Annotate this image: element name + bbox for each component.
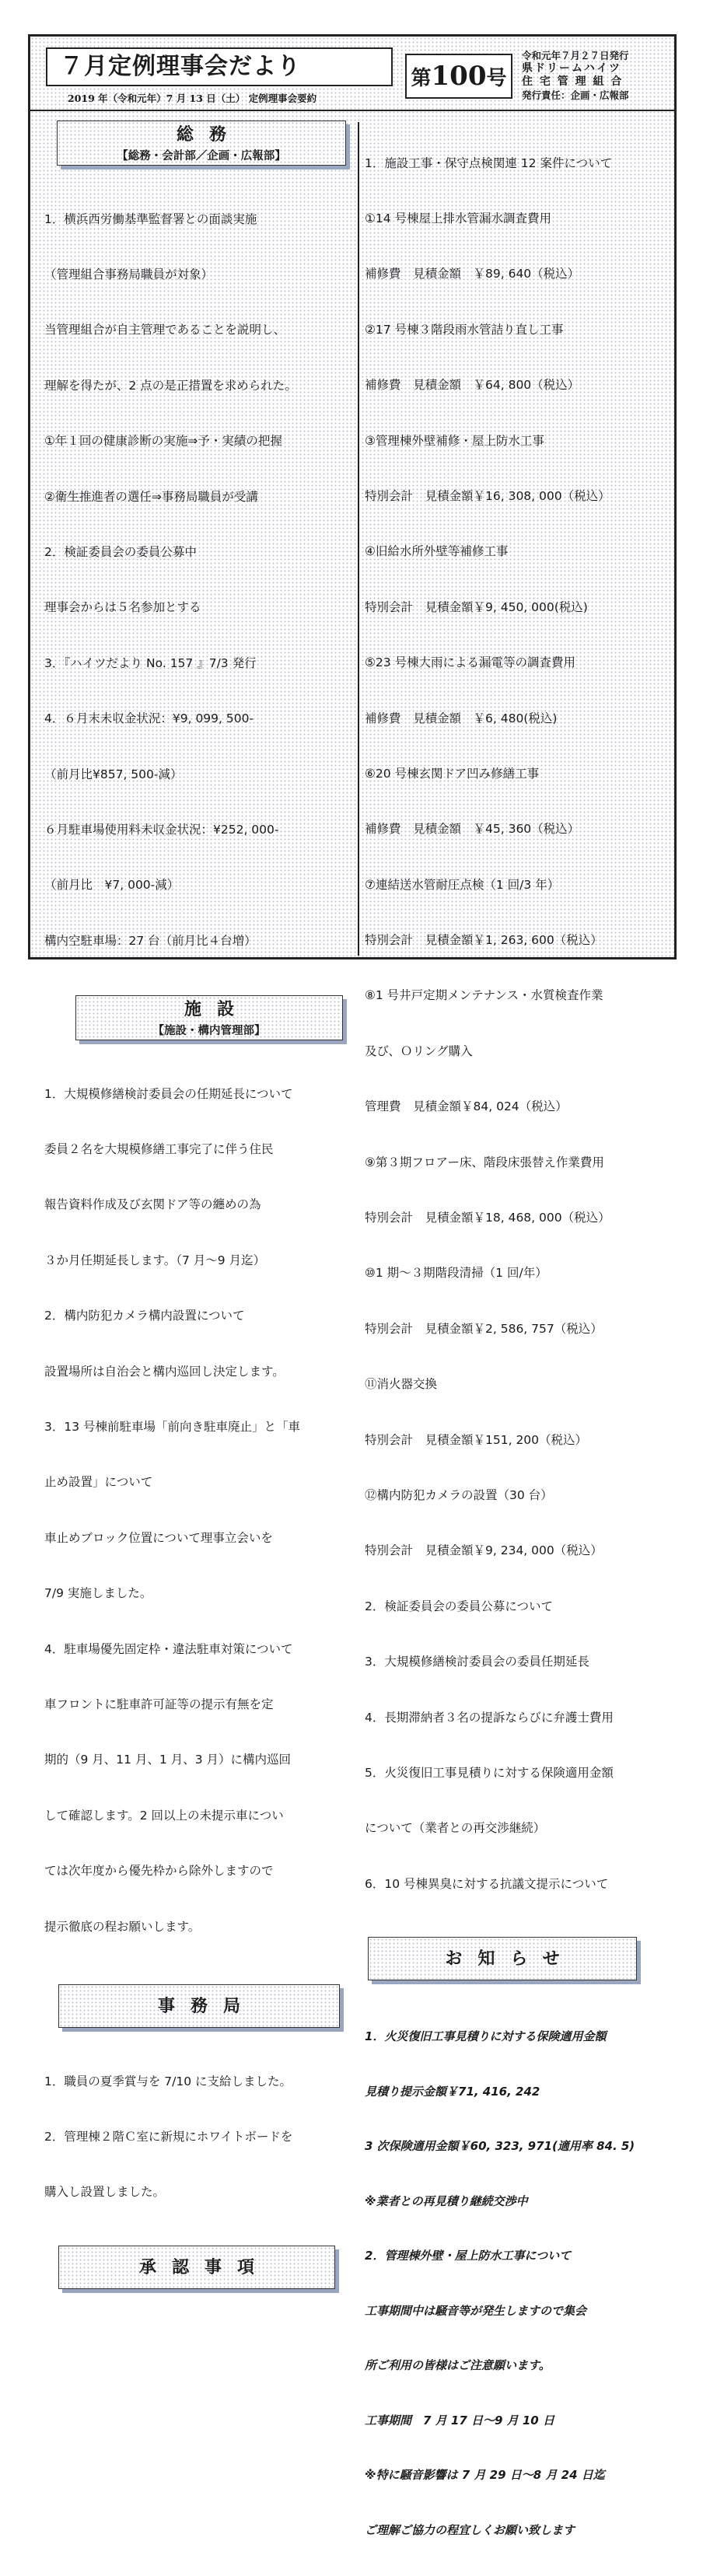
- list-item: 1．横浜西労働基準監督署との面談実施: [44, 211, 257, 226]
- list-item: ②17 号棟３階段雨水管詰り直し工事: [365, 322, 564, 337]
- list-item: 購入し設置しました。: [44, 2185, 166, 2200]
- section-header-somu: [57, 121, 346, 166]
- list-item: 1．施設工事・保守点検関連 12 案件について: [365, 156, 613, 170]
- list-item: ⑫構内防犯カメラの設置（30 台）: [365, 1487, 553, 1502]
- section-subtitle-somu: 【総務・会計部／企画・広報部】: [117, 149, 286, 163]
- list-item: （前月比 ¥7, 000-減）: [44, 878, 180, 893]
- section-header-oshirase: [368, 1937, 637, 1980]
- list-item: 2．管理棟２階Ｃ室に新規にホワイトボードを: [44, 2129, 293, 2144]
- list-item: 特別会計 見積金額￥9, 234, 000（税込）: [365, 1543, 603, 1558]
- list-item: 当管理組合が自主管理であることを説明し、: [44, 323, 286, 337]
- list-item: ⑧1 号井戸定期メンテナンス・水質検査作業: [365, 988, 603, 1003]
- list-item: 工事期間中は騒音等が発生しますので集会: [365, 2303, 587, 2318]
- section-header-shisetsu: [75, 995, 343, 1040]
- list-item: 2．検証委員会の委員公募について: [365, 1599, 554, 1613]
- section-header-shonin: [58, 2246, 335, 2289]
- section-body-oshirase: [365, 1991, 673, 2576]
- section-title-oshirase: お知らせ: [445, 1949, 575, 1970]
- list-item: ②衛生推進者の選任⇒事務局職員が受講: [44, 489, 258, 504]
- list-item: 車止めブロック位置について理事立会いを: [44, 1530, 273, 1545]
- list-item: 3．大規模修繕検討委員会の委員任期延長: [365, 1655, 589, 1669]
- list-item: ⑩1 期～３期階段清掃（1 回/年）: [365, 1266, 547, 1281]
- section-body-somu: [44, 173, 352, 987]
- list-item: 補修費 見積金額 ￥64, 800（税込）: [365, 378, 580, 393]
- publication-responsible: 発行責任：企画・広報部: [522, 89, 629, 101]
- issue-suffix: 号: [486, 67, 507, 90]
- list-item: 特別会計 見積金額￥2, 586, 757（税込）: [365, 1321, 603, 1336]
- list-item: 4．６月末未収金状況：¥9, 099, 500-: [44, 711, 254, 726]
- newsletter-frame: [28, 34, 677, 2537]
- list-item: 3 次保険適用金額￥60, 323, 971(適用率 84. 5): [365, 2139, 635, 2154]
- list-item: 車フロントに駐車許可証等の提示有無を定: [44, 1697, 274, 1711]
- list-item: ※特に騒音影響は 7 月 29 日～8 月 24 日迄: [365, 2468, 605, 2483]
- issue-number: 100: [431, 61, 487, 92]
- masthead: [30, 37, 674, 111]
- list-item: について（業者との再交渉継続）: [365, 1821, 546, 1836]
- left-column: [44, 121, 352, 2297]
- section-body-shonin: [365, 117, 673, 1931]
- list-item: 7/9 実施しました。: [44, 1586, 152, 1601]
- list-item: 所ご利用の皆様はご注意願います。: [365, 2358, 551, 2373]
- list-item: 1．大規模修繕検討委員会の任期延長について: [44, 1086, 293, 1101]
- column-divider: [358, 122, 359, 956]
- list-item: （前月比¥857, 500-減）: [44, 767, 183, 781]
- list-item: 5．火災復旧工事見積りに対する保険適用金額: [365, 1765, 614, 1780]
- list-item: 2．検証委員会の委員公募中: [44, 544, 197, 559]
- list-item: ※業者との再見積り継続交渉中: [365, 2193, 528, 2208]
- list-item: 理事会からは５名参加とする: [44, 600, 201, 615]
- list-item: 3．『ハイツだより No. 157 』7/3 発行: [44, 655, 257, 670]
- list-item: ⑨第３期フロアー床、階段床張替え作業費用: [365, 1155, 604, 1169]
- list-item: 特別会計 見積金額￥9, 450, 000(税込): [365, 599, 588, 614]
- list-item: 4．長期滞納者３名の提訴ならびに弁護士費用: [365, 1710, 614, 1725]
- list-item: 止め設置」について: [44, 1475, 153, 1490]
- list-item: 特別会計 見積金額￥18, 468, 000（税込）: [365, 1211, 610, 1225]
- section-title-jimukyoku: 事務局: [157, 1995, 256, 2016]
- list-item: 及び、Ｏリング購入: [365, 1043, 473, 1058]
- list-item: 構内空駐車場：27 台（前月比４台増）: [44, 933, 257, 948]
- list-item: 1．火災復旧工事見積りに対する保険適用金額: [365, 2029, 607, 2044]
- publication-date: 令和元年７月２７日発行: [522, 50, 629, 61]
- list-item: して確認します。2 回以上の未提示車につい: [44, 1808, 284, 1823]
- list-item: ６月駐車場使用料未収金状況：¥252, 000-: [44, 822, 279, 837]
- meeting-date-subtitle: 2019 年（令和元年）7 月 13 日（土） 定例理事会要約: [68, 93, 317, 104]
- list-item: 3．13 号棟前駐車場「前向き駐車廃止」と「車: [44, 1420, 301, 1434]
- newsletter-title: ７月定例理事会だより: [46, 47, 393, 86]
- list-item: ⑥20 号棟玄関ドア凹み修繕工事: [365, 766, 540, 781]
- list-item: （管理組合事務局職員が対象）: [44, 267, 214, 281]
- list-item: ⑤23 号棟大雨による漏電等の調査費用: [365, 655, 576, 670]
- list-item: ①14 号棟屋上排水管漏水調査費用: [365, 211, 552, 225]
- right-column: [365, 117, 673, 2576]
- list-item: 委員２名を大規模修繕工事完了に伴う住民: [44, 1142, 274, 1157]
- list-item: 補修費 見積金額 ￥6, 480(税込): [365, 711, 558, 725]
- section-body-jimukyoku: [44, 2036, 352, 2239]
- section-body-shisetsu: [44, 1048, 352, 1973]
- list-item: ④旧給水所外壁等補修工事: [365, 544, 509, 559]
- list-item: 補修費 見積金額 ￥45, 360（税込）: [365, 822, 580, 837]
- issue-number-box: [405, 54, 512, 99]
- list-item: 設置場所は自治会と構内巡回し決定します。: [44, 1364, 285, 1379]
- list-item: 期的（9 月、11 月、1 月、3 月）に構内巡回: [44, 1753, 292, 1767]
- list-item: 補修費 見積金額 ￥89, 640（税込）: [365, 267, 580, 281]
- list-item: ③管理棟外壁補修・屋上防水工事: [365, 433, 544, 448]
- list-item: 理解を得たが、2 点の是正措置を求められた。: [44, 378, 297, 393]
- list-item: 特別会計 見積金額￥16, 308, 000（税込）: [365, 488, 610, 503]
- publisher-info: [522, 49, 670, 102]
- list-item: 特別会計 見積金額￥151, 200（税込）: [365, 1432, 588, 1447]
- section-title-somu: 総務: [176, 124, 242, 145]
- section-title-shonin: 承認事項: [138, 2256, 270, 2277]
- list-item: 管理費 見積金額￥84, 024（税込）: [365, 1099, 568, 1114]
- list-item: 提示徹底の程お願いします。: [44, 1919, 201, 1934]
- list-item: ３か月任期延長します。（7 月～9 月迄）: [44, 1253, 266, 1267]
- list-item: 報告資料作成及び玄関ドア等の纏めの為: [44, 1197, 261, 1212]
- section-title-shisetsu: 施設: [184, 999, 250, 1020]
- list-item: 4．駐車場優先固定枠・違法駐車対策について: [44, 1641, 293, 1656]
- list-item: 見積り提示金額￥71, 416, 242: [365, 2084, 540, 2099]
- issue-prefix: 第: [411, 67, 432, 90]
- list-item: 6．10 号棟異臭に対する抗議文提示について: [365, 1876, 609, 1891]
- list-item: 1．職員の夏季賞与を 7/10 に支給しました。: [44, 2074, 292, 2088]
- list-item: 2．構内防犯カメラ構内設置について: [44, 1309, 245, 1323]
- section-header-jimukyoku: [58, 1984, 340, 2028]
- list-item: ては次年度から優先枠から除外しますので: [44, 1864, 274, 1879]
- list-item: 特別会計 見積金額￥1, 263, 600（税込）: [365, 933, 603, 948]
- section-subtitle-shisetsu: 【施設・構内管理部】: [152, 1024, 266, 1038]
- list-item: ⑦連結送水管耐圧点検（1 回/3 年）: [365, 877, 560, 892]
- list-item: 2．管理棟外壁・屋上防水工事について: [365, 2249, 572, 2263]
- list-item: ⑪消火器交換: [365, 1377, 438, 1392]
- org-name-line2: 住 宅 管 理 組 合: [522, 75, 624, 88]
- org-name-line1: 県ドリームハイツ: [522, 62, 621, 75]
- list-item: ご理解ご協力の程宜しくお願い致します: [365, 2522, 575, 2537]
- list-item: 工事期間 7 月 17 日～9 月 10 日: [365, 2413, 554, 2427]
- list-item: ①年１回の健康診断の実施⇒予・実績の把握: [44, 434, 282, 449]
